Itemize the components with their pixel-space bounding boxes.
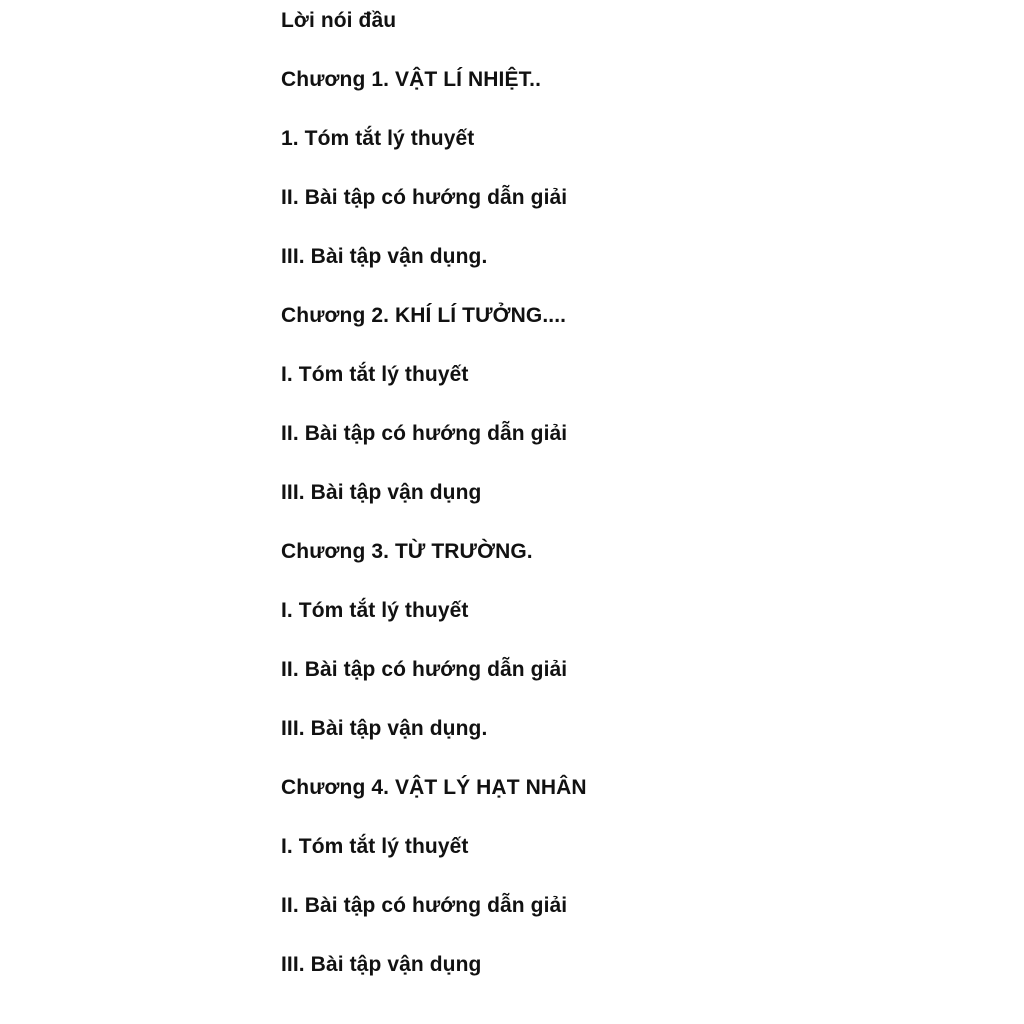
toc-entry-ch4-theory-summary: I. Tóm tắt lý thuyết [281,835,469,858]
toc-entry-ch2-guided-exercises: II. Bài tập có hướng dẫn giải [281,422,568,445]
toc-entry-ch1-theory-summary: 1. Tóm tắt lý thuyết [281,127,475,150]
toc-entry-preface: Lời nói đầu [281,9,397,32]
toc-entry-chapter-2: Chương 2. KHÍ LÍ TƯỞNG.... [281,304,567,327]
toc-entry-ch1-guided-exercises: II. Bài tập có hướng dẫn giải [281,186,568,209]
toc-entry-chapter-1: Chương 1. VẬT LÍ NHIỆT.. [281,68,542,91]
toc-entry-ch3-guided-exercises: II. Bài tập có hướng dẫn giải [281,658,568,681]
toc-entry-ch4-guided-exercises: II. Bài tập có hướng dẫn giải [281,894,568,917]
toc-entry-ch3-theory-summary: I. Tóm tắt lý thuyết [281,599,469,622]
toc-entry-chapter-3: Chương 3. TỪ TRƯỜNG. [281,540,533,563]
toc-entry-ch2-theory-summary: I. Tóm tắt lý thuyết [281,363,469,386]
toc-entry-ch2-applied-exercises: III. Bài tập vận dụng [281,481,482,504]
toc-entry-ch3-applied-exercises: III. Bài tập vận dụng. [281,717,488,740]
toc-entry-ch1-applied-exercises: III. Bài tập vận dụng. [281,245,488,268]
toc-entry-ch4-applied-exercises: III. Bài tập vận dụng [281,953,482,976]
toc-entry-chapter-4: Chương 4. VẬT LÝ HẠT NHÂN [281,776,587,799]
